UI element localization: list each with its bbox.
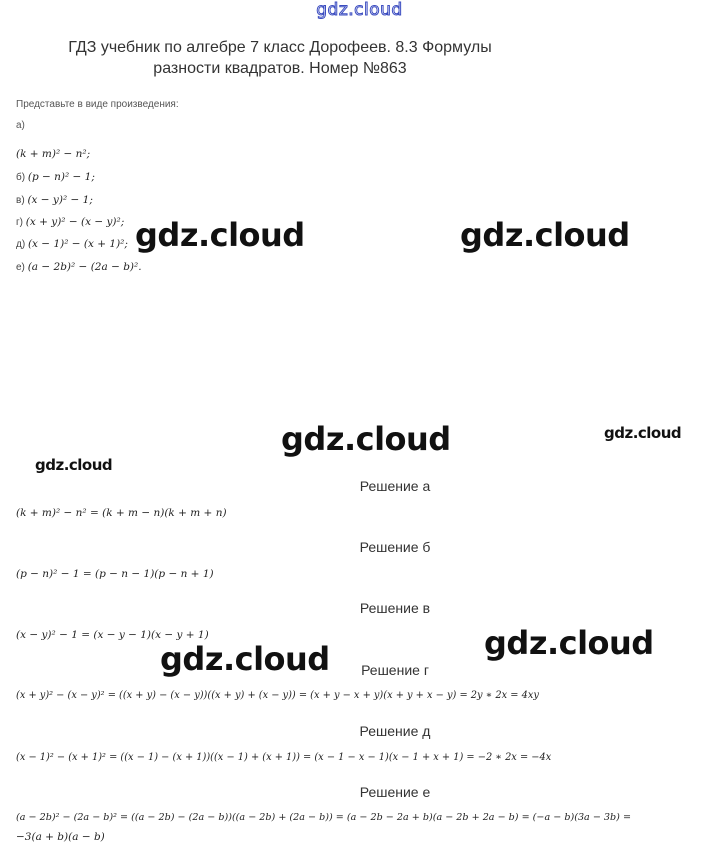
task-item-expr: (a − 2b)² − (2a − b)². [27,261,142,273]
task-item-label: д) [16,239,26,250]
solution-heading-g: Решение г [361,662,429,678]
task-item-label: е) [16,262,25,273]
task-item-expr: (x − 1)² − (x + 1)²; [27,238,128,250]
solution-heading-b: Решение б [359,539,431,555]
watermark: gdz.cloud [35,456,113,474]
task-item-a [16,148,90,160]
task-item-label: б) [16,172,26,183]
task-item-expr: (x + y)² − (x − y)²; [25,216,125,228]
task-item-b [16,171,95,183]
task-item-expr: (x − y)² − 1; [27,194,93,206]
solution-math-g: (x + y)² − (x − y)² = ((x + y) − (x − y))((x + y) + (x − y)) = (x + y − x + y)(x + y + x − y) = 2y ∗ 2x = 4xy [16,690,539,701]
watermark: gdz.cloud [460,216,630,254]
task-item-expr: (k + m)² − n²; [16,148,91,160]
task-prompt: Представьте в виде произведения: [16,99,179,110]
task-item-label: в) [16,195,25,206]
solution-math-a: (k + m)² − n² = (k + m − n)(k + m + n) [16,507,227,519]
task-item-expr: (p − n)² − 1; [27,171,95,183]
solution-math-e: (a − 2b)² − (2a − b)² = ((a − 2b) − (2a − b))((a − 2b) + (2a − b)) = (a − 2b − 2a + b)(a − 2b + 2a − b) = (−a − b)(3a − 3b) = [16,812,631,823]
task-item-v [16,194,93,206]
task-label-a: а) [16,120,25,131]
task-item-label: г) [16,217,23,228]
watermark: gdz.cloud [160,640,330,678]
page-title [20,37,540,79]
task-item-e [16,261,142,273]
solution-math-b: (p − n)² − 1 = (p − n − 1)(p − n + 1) [16,568,214,580]
solution-math-v: (x − y)² − 1 = (x − y − 1)(x − y + 1) [16,629,209,641]
solution-math-e-line2: −3(a + b)(a − b) [16,831,105,843]
page-title-line2: разности квадратов. Номер №863 [153,60,407,77]
task-item-g [16,216,124,228]
solution-heading-e: Решение е [359,784,431,800]
solution-math-d: (x − 1)² − (x + 1)² = ((x − 1) − (x + 1))((x − 1) + (x + 1)) = (x − 1 − x − 1)(x − 1 + x + 1) = −2 ∗ 2x = −4x [16,752,552,763]
solution-heading-a: Решение а [359,478,431,494]
watermark: gdz.cloud [484,624,654,662]
task-item-d [16,238,128,250]
page-title-line1: ГДЗ учебник по алгебре 7 класс Дорофеев. 8.3 Формулы [68,39,492,56]
watermark: gdz.cloud [604,424,682,442]
solution-heading-v: Решение в [359,600,431,616]
watermark: gdz.cloud [135,216,305,254]
solution-heading-d: Решение д [359,723,431,739]
site-logo[interactable]: gdz.cloud [316,0,403,20]
watermark: gdz.cloud [281,420,451,458]
